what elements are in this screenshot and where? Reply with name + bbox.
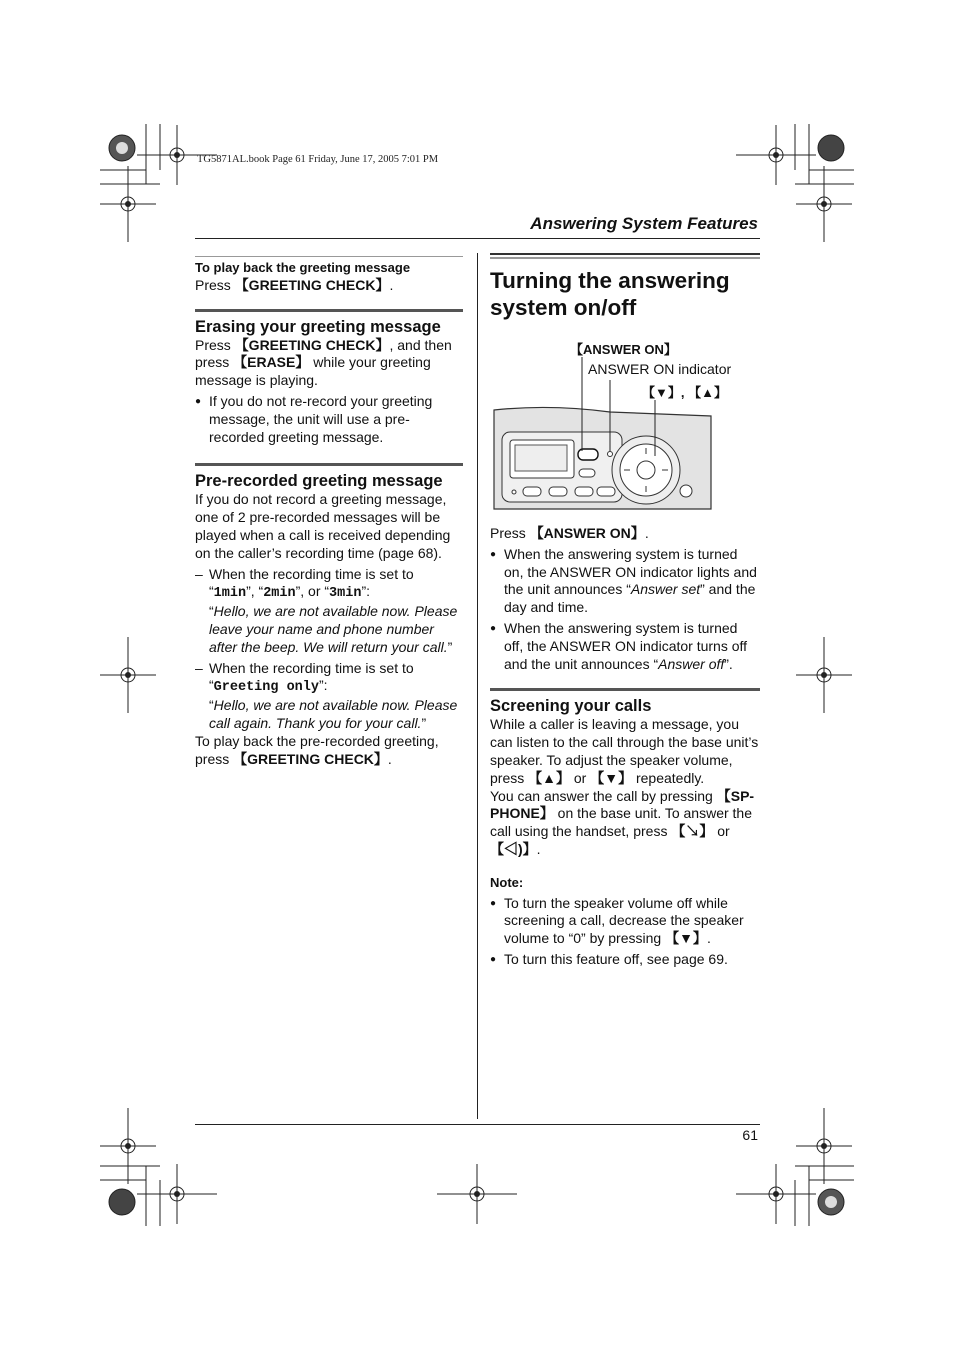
- erasing-text: Press 【GREETING CHECK】, and then press 【ERASE】 while your greeting message is playing.: [195, 336, 452, 389]
- main-title-line-1: Turning the answering: [490, 268, 730, 293]
- main-title-line-2: system on/off: [490, 295, 637, 320]
- prerecorded-outro: To play back the pre-recorded greeting, press 【GREETING CHECK】.: [195, 732, 439, 767]
- header-rule: [195, 238, 760, 239]
- erasing-bullet: ● If you do not re-record your greeting message, the unit will use a pre-recorded greeting message.: [195, 393, 463, 446]
- figure-label-indicator: ANSWER ON indicator: [588, 361, 732, 377]
- press-answer-on: Press 【ANSWER ON】.: [490, 525, 649, 541]
- page-number: 61: [742, 1127, 758, 1143]
- column-divider: [477, 253, 478, 1119]
- note-bullet-1: ● To turn the speaker volume off while screening a call, decrease the speaker volume to “0” by pressing 【▼】.: [490, 895, 760, 948]
- right-body: [490, 525, 760, 969]
- screening-text-2: You can answer the call by pressing 【SP-PHONE】 on the base unit. To answer the call using the handset, press 【↘】 or 【◁)】.: [490, 787, 755, 857]
- right-column: [490, 253, 760, 321]
- answer-bullet-2: ● When the answering system is turned off, the ANSWER ON indicator turns off and the unit announces “Answer off”.: [490, 620, 760, 673]
- answer-bullet-1: ● When the answering system is turned on, the ANSWER ON indicator lights and the unit announces “Answer set” and the day and time.: [490, 546, 760, 617]
- prerecorded-intro: If you do not record a greeting message, one of 2 pre-recorded messages will be played when a call is received depending on the caller’s recording time (page 68).: [195, 491, 451, 561]
- playback-heading: To play back the greeting message: [195, 260, 411, 275]
- screening-text-1: While a caller is leaving a message, you can listen to the call through the base unit’s speaker. To adjust the speaker volume, press 【▲】 or 【▼】 repeatedly.: [490, 716, 759, 786]
- playback-text: Press 【GREETING CHECK】.: [195, 276, 394, 293]
- screening-heading: Screening your calls: [490, 697, 652, 716]
- left-column: [195, 256, 463, 768]
- file-meta-line: TG5871AL.book Page 61 Friday, June 17, 2005 7:01 PM: [197, 154, 439, 165]
- prerecorded-dash-2: – When the recording time is set to “Greeting only”: “Hello, we are not available now. Please call again. Thank you for your call.”: [195, 660, 463, 733]
- figure-label-arrows: 【▼】, 【▲】: [642, 385, 727, 400]
- section-header-title: Answering System Features: [530, 214, 758, 233]
- footer-rule: [195, 1124, 760, 1125]
- figure-label-answer-on: 【ANSWER ON】: [570, 342, 677, 357]
- base-unit-figure: [490, 352, 714, 512]
- erasing-heading: Erasing your greeting message: [195, 317, 441, 336]
- note-bullet-2: ● To turn this feature off, see page 69.: [490, 951, 760, 969]
- note-heading: Note:: [490, 874, 524, 890]
- prerecorded-heading: Pre-recorded greeting message: [195, 472, 443, 491]
- prerecorded-dash-1: – When the recording time is set to “1min”, “2min”, or “3min”: “Hello, we are not available now. Please leave your name and phone number after the beep. We will return your call.”: [195, 566, 463, 657]
